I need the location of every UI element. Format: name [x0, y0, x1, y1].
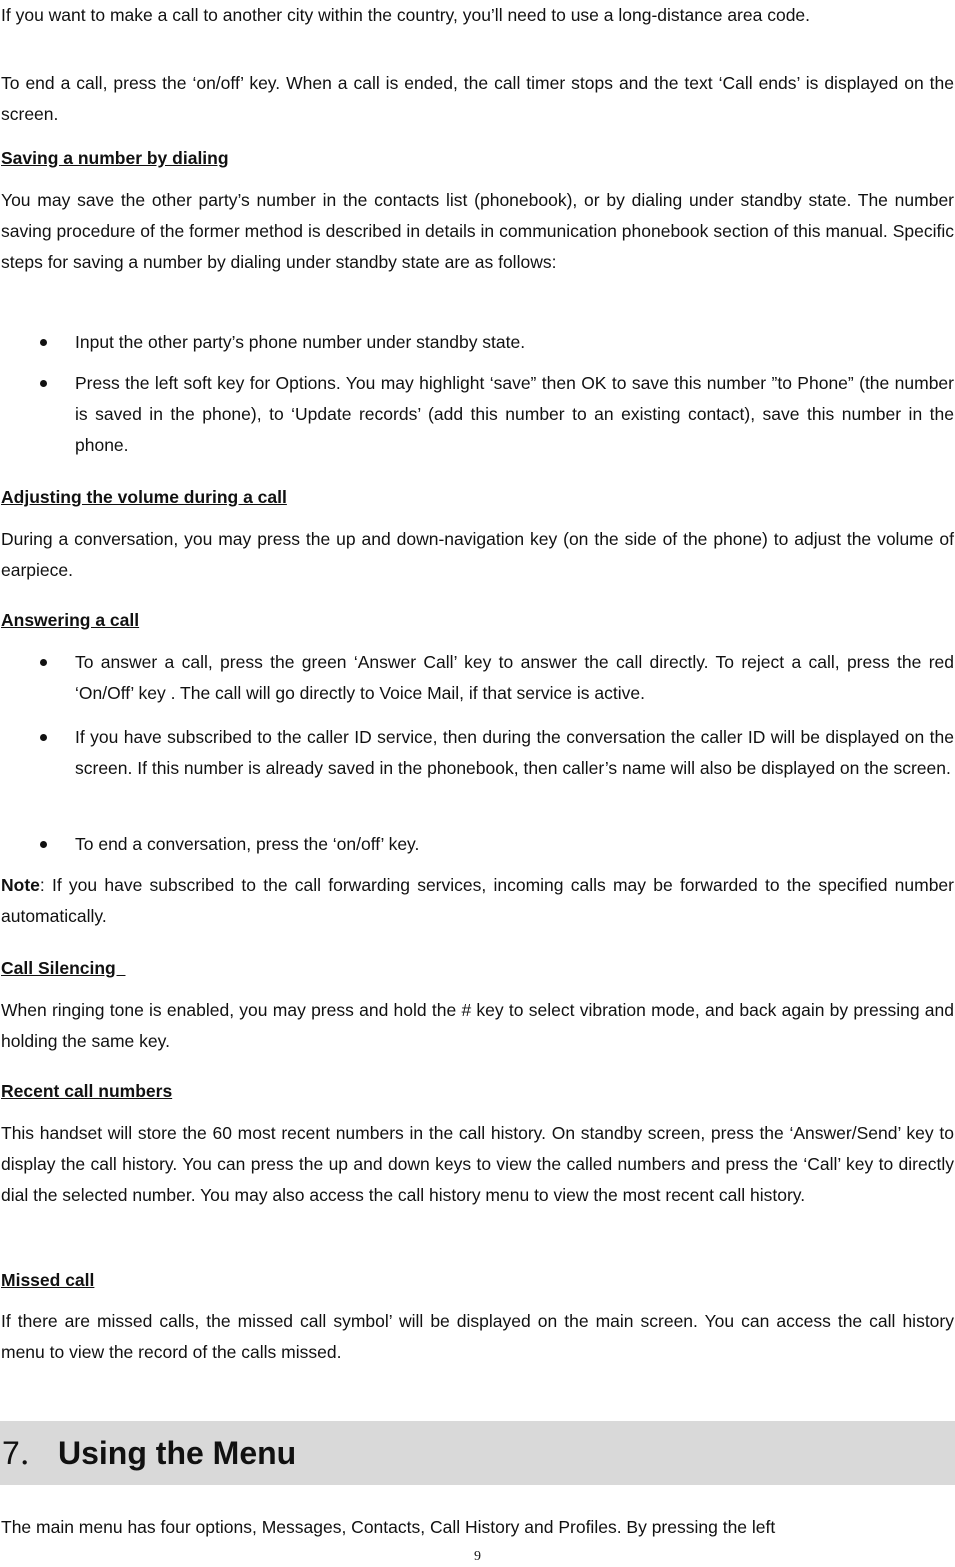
note-label: Note	[1, 875, 40, 895]
answering-bullet-1: To answer a call, press the green ‘Answer Call’ key to answer the call directly. To reject a call, press the red ‘On/Off’ key . The call will go directly to Voice Mail, if that service is active.	[75, 652, 954, 703]
heading-recent-call-numbers: Recent call numbers	[1, 1081, 173, 1101]
saving-bullet-1: Input the other party’s phone number under standby state.	[75, 332, 526, 352]
answering-bullet-3: To end a conversation, press the ‘on/off’ key.	[75, 834, 420, 854]
note-text: : If you have subscribed to the call forwarding services, incoming calls may be forwarded to the specified number automatically.	[1, 875, 954, 926]
page-number: 9	[474, 1549, 481, 1564]
heading-answering-call: Answering a call	[1, 610, 140, 630]
bullet-icon	[40, 841, 47, 848]
saving-number-body: You may save the other party’s number in the contacts list (phonebook), or by dialing under standby state. The number saving procedure of the former method is described in details in communication phonebook section of this manual. Specific steps for saving a number by dialing under standby state are as follows:	[1, 190, 954, 272]
chapter-heading	[0, 1421, 955, 1485]
saving-bullet-2: Press the left soft key for Options. You may highlight ‘save” then OK to save this number ”to Phone” (the number is saved in the phone), to ‘Update records’ (add this number to an existing contact), save this number in the phone.	[75, 373, 954, 455]
heading-saving-number: Saving a number by dialing	[1, 148, 229, 168]
bullet-icon	[40, 380, 47, 387]
missed-call-body: If there are missed calls, the missed call symbol’ will be displayed on the main screen. You can access the call history menu to view the record of the calls missed.	[1, 1311, 954, 1362]
heading-missed-call: Missed call	[1, 1270, 95, 1290]
volume-body: During a conversation, you may press the up and down-navigation key (on the side of the phone) to adjust the volume of earpiece.	[1, 529, 954, 580]
intro-paragraph-end-call: To end a call, press the ‘on/off’ key. When a call is ended, the call timer stops and the text ‘Call ends’ is displayed on the screen.	[1, 73, 954, 124]
bullet-icon	[40, 339, 47, 346]
heading-call-silencing: Call Silencing	[1, 958, 126, 978]
call-forwarding-note	[1, 870, 954, 932]
chapter-number: 7．	[2, 1435, 52, 1471]
chapter-title: Using the Menu	[58, 1435, 297, 1471]
recent-calls-body: This handset will store the 60 most recent numbers in the call history. On standby screen, press the ‘Answer/Send’ key to display the call history. You can press the up and down keys to view the called numbers and press the ‘Call’ key to directly dial the selected number. You may also access the call history menu to view the most recent call history.	[1, 1123, 954, 1205]
menu-intro-paragraph: The main menu has four options, Messages, Contacts, Call History and Profiles. By pressing the left	[1, 1517, 776, 1537]
bullet-icon	[40, 734, 47, 741]
bullet-icon	[40, 659, 47, 666]
heading-adjusting-volume: Adjusting the volume during a call	[1, 487, 287, 507]
intro-paragraph-long-distance: If you want to make a call to another city within the country, you’ll need to use a long-distance area code.	[1, 5, 811, 25]
silencing-body: When ringing tone is enabled, you may press and hold the # key to select vibration mode, and back again by pressing and holding the same key.	[1, 1000, 954, 1051]
answering-bullet-2: If you have subscribed to the caller ID service, then during the conversation the caller ID will be displayed on the screen. If this number is already saved in the phonebook, then caller’s name will also be displayed on the screen.	[75, 727, 954, 778]
